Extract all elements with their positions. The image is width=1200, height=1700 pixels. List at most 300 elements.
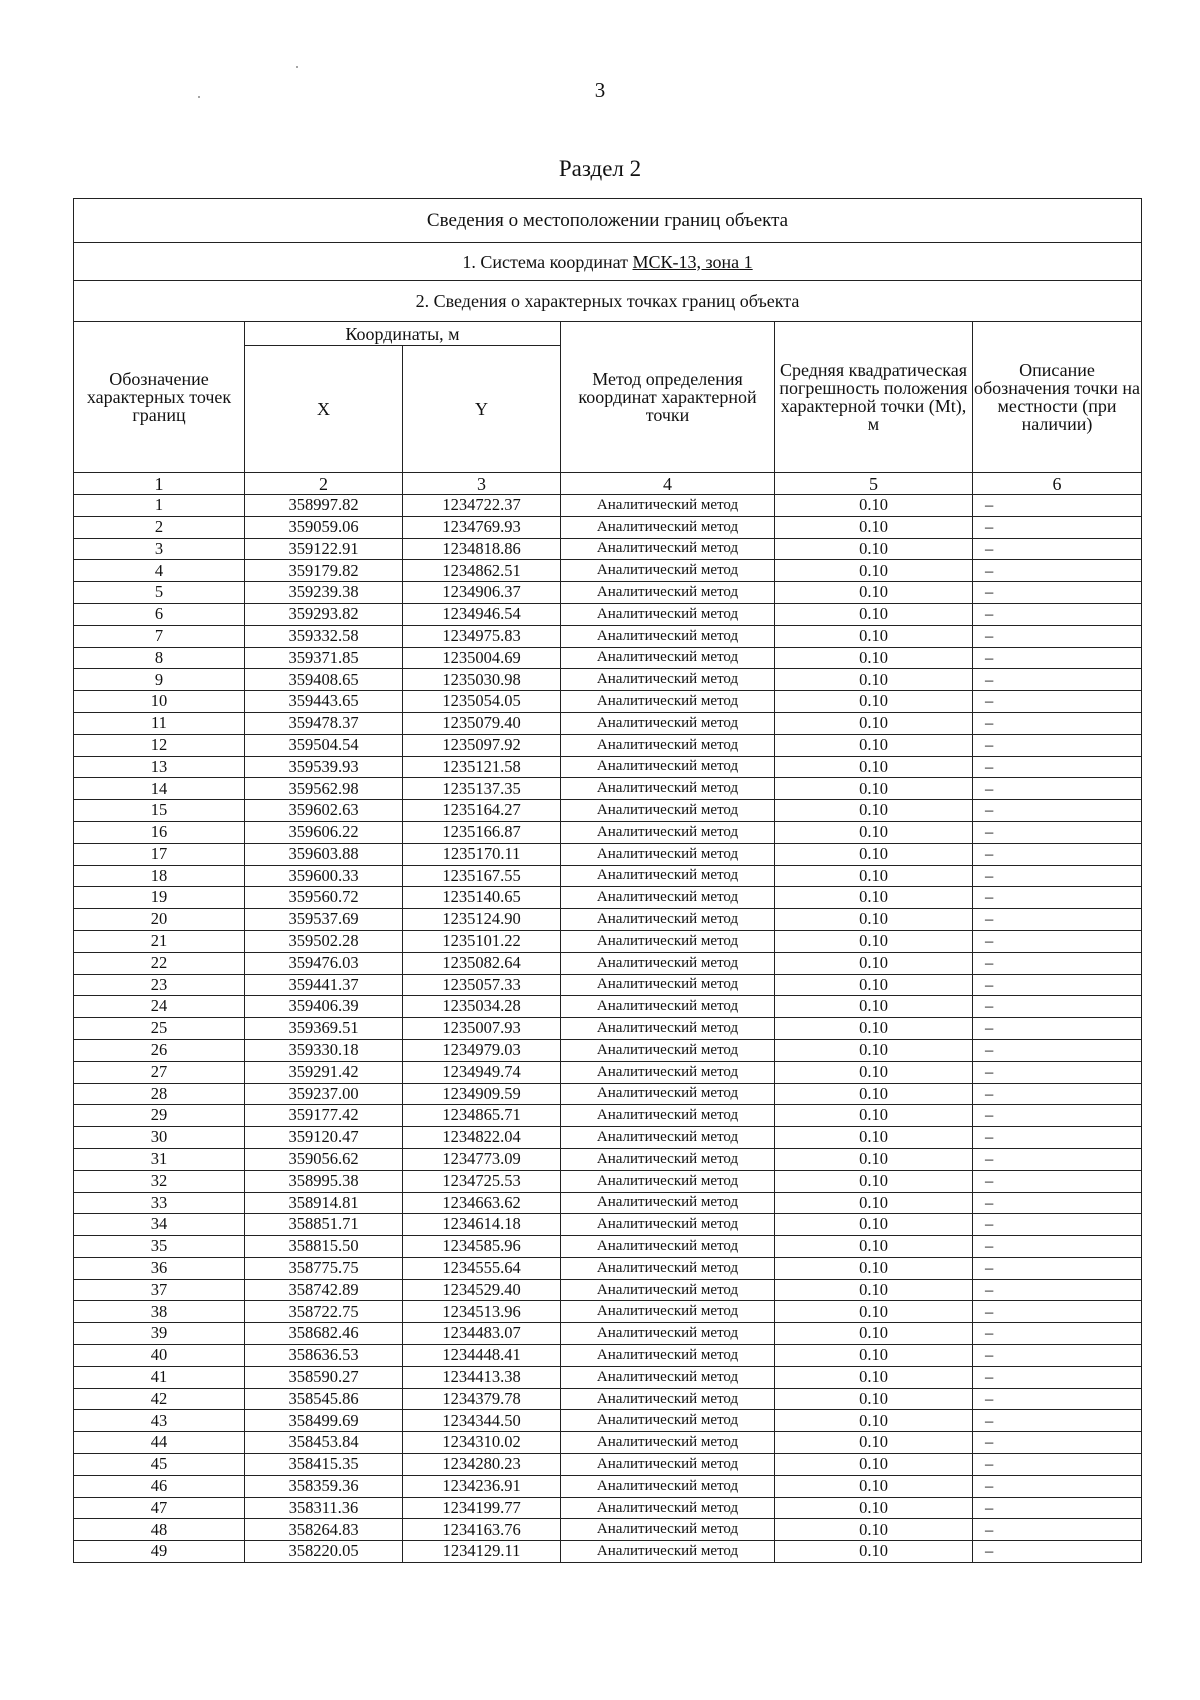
cell-x: 358775.75 xyxy=(245,1257,403,1279)
table-row xyxy=(74,603,1142,625)
cell-x: 358264.83 xyxy=(245,1519,403,1541)
table-row xyxy=(74,1061,1142,1083)
cell-method: Аналитический метод xyxy=(561,1170,775,1192)
cell-point: 14 xyxy=(74,778,245,800)
cell-error: 0.10 xyxy=(775,1279,973,1301)
column-numbers-row xyxy=(74,473,1142,495)
cell-x: 358499.69 xyxy=(245,1410,403,1432)
cell-method: Аналитический метод xyxy=(561,625,775,647)
cell-method: Аналитический метод xyxy=(561,1345,775,1367)
cell-description: – xyxy=(973,1497,1142,1519)
cell-y: 1235079.40 xyxy=(403,712,561,734)
cell-error: 0.10 xyxy=(775,1105,973,1127)
cell-x: 358722.75 xyxy=(245,1301,403,1323)
cell-error: 0.10 xyxy=(775,1345,973,1367)
cell-x: 359562.98 xyxy=(245,778,403,800)
cell-y: 1234199.77 xyxy=(403,1497,561,1519)
cell-description: – xyxy=(973,1170,1142,1192)
cell-method: Аналитический метод xyxy=(561,691,775,713)
cell-error: 0.10 xyxy=(775,603,973,625)
page-number: 3 xyxy=(594,78,606,102)
table-row xyxy=(74,495,1142,517)
cell-error: 0.10 xyxy=(775,625,973,647)
cell-point: 12 xyxy=(74,734,245,756)
cell-point: 45 xyxy=(74,1454,245,1476)
cell-point: 15 xyxy=(74,800,245,822)
cell-method: Аналитический метод xyxy=(561,1127,775,1149)
cell-y: 1234448.41 xyxy=(403,1345,561,1367)
cell-error: 0.10 xyxy=(775,1170,973,1192)
table-row xyxy=(74,1083,1142,1105)
cell-method: Аналитический метод xyxy=(561,582,775,604)
cell-error: 0.10 xyxy=(775,1454,973,1476)
cell-method: Аналитический метод xyxy=(561,996,775,1018)
cell-description: – xyxy=(973,625,1142,647)
cell-description: – xyxy=(973,974,1142,996)
table-row xyxy=(74,974,1142,996)
cell-description: – xyxy=(973,560,1142,582)
column-number: 1 xyxy=(74,473,245,495)
cell-method: Аналитический метод xyxy=(561,1497,775,1519)
header-method: Метод определения координат характерной точки xyxy=(561,322,775,473)
table-row xyxy=(74,1257,1142,1279)
coord-system-label: 1. Система координат xyxy=(462,251,633,272)
cell-method: Аналитический метод xyxy=(561,1519,775,1541)
cell-description: – xyxy=(973,1388,1142,1410)
cell-method: Аналитический метод xyxy=(561,1214,775,1236)
table-row xyxy=(74,1018,1142,1040)
cell-y: 1235121.58 xyxy=(403,756,561,778)
cell-y: 1235082.64 xyxy=(403,952,561,974)
cell-point: 21 xyxy=(74,930,245,952)
cell-point: 41 xyxy=(74,1366,245,1388)
cell-x: 359293.82 xyxy=(245,603,403,625)
column-number: 2 xyxy=(245,473,403,495)
cell-error: 0.10 xyxy=(775,1323,973,1345)
cell-method: Аналитический метод xyxy=(561,1301,775,1323)
cell-point: 48 xyxy=(74,1519,245,1541)
table-row xyxy=(74,1236,1142,1258)
header-description: Описание обозначения точки на местности (при наличии) xyxy=(973,322,1142,473)
column-number: 6 xyxy=(973,473,1142,495)
header-coords: Координаты, м xyxy=(245,322,561,346)
cell-y: 1234413.38 xyxy=(403,1366,561,1388)
cell-error: 0.10 xyxy=(775,691,973,713)
cell-description: – xyxy=(973,1366,1142,1388)
cell-x: 358545.86 xyxy=(245,1388,403,1410)
cell-error: 0.10 xyxy=(775,930,973,952)
cell-point: 39 xyxy=(74,1323,245,1345)
cell-description: – xyxy=(973,647,1142,669)
cell-x: 359239.38 xyxy=(245,582,403,604)
cell-y: 1234909.59 xyxy=(403,1083,561,1105)
cell-y: 1235140.65 xyxy=(403,887,561,909)
table-row xyxy=(74,560,1142,582)
cell-description: – xyxy=(973,1127,1142,1149)
cell-error: 0.10 xyxy=(775,1541,973,1563)
scan-speck xyxy=(296,66,298,68)
cell-point: 25 xyxy=(74,1018,245,1040)
cell-x: 359603.88 xyxy=(245,843,403,865)
cell-method: Аналитический метод xyxy=(561,952,775,974)
cell-error: 0.10 xyxy=(775,952,973,974)
cell-y: 1234483.07 xyxy=(403,1323,561,1345)
cell-error: 0.10 xyxy=(775,1410,973,1432)
cell-x: 359332.58 xyxy=(245,625,403,647)
column-number: 3 xyxy=(403,473,561,495)
cell-point: 34 xyxy=(74,1214,245,1236)
cell-y: 1235030.98 xyxy=(403,669,561,691)
cell-point: 26 xyxy=(74,1039,245,1061)
cell-x: 359476.03 xyxy=(245,952,403,974)
cell-x: 358815.50 xyxy=(245,1236,403,1258)
cell-method: Аналитический метод xyxy=(561,516,775,538)
cell-description: – xyxy=(973,516,1142,538)
cell-y: 1234946.54 xyxy=(403,603,561,625)
cell-point: 20 xyxy=(74,909,245,931)
cell-x: 359560.72 xyxy=(245,887,403,909)
cell-y: 1234129.11 xyxy=(403,1541,561,1563)
cell-x: 359443.65 xyxy=(245,691,403,713)
cell-y: 1234769.93 xyxy=(403,516,561,538)
cell-x: 359602.63 xyxy=(245,800,403,822)
cell-y: 1234725.53 xyxy=(403,1170,561,1192)
cell-description: – xyxy=(973,691,1142,713)
cell-method: Аналитический метод xyxy=(561,1475,775,1497)
cell-x: 358997.82 xyxy=(245,495,403,517)
cell-y: 1235097.92 xyxy=(403,734,561,756)
cell-method: Аналитический метод xyxy=(561,495,775,517)
table-row xyxy=(74,1039,1142,1061)
column-number: 4 xyxy=(561,473,775,495)
cell-y: 1234585.96 xyxy=(403,1236,561,1258)
cell-point: 23 xyxy=(74,974,245,996)
cell-y: 1235004.69 xyxy=(403,647,561,669)
cell-y: 1234529.40 xyxy=(403,1279,561,1301)
cell-point: 31 xyxy=(74,1148,245,1170)
cell-error: 0.10 xyxy=(775,582,973,604)
cell-method: Аналитический метод xyxy=(561,603,775,625)
cell-method: Аналитический метод xyxy=(561,1388,775,1410)
cell-description: – xyxy=(973,1454,1142,1476)
cell-description: – xyxy=(973,821,1142,843)
cell-point: 6 xyxy=(74,603,245,625)
cell-description: – xyxy=(973,1148,1142,1170)
coord-system-cell xyxy=(74,243,1142,281)
cell-point: 47 xyxy=(74,1497,245,1519)
cell-point: 8 xyxy=(74,647,245,669)
cell-error: 0.10 xyxy=(775,1148,973,1170)
cell-y: 1234310.02 xyxy=(403,1432,561,1454)
cell-description: – xyxy=(973,1541,1142,1563)
header-point: Обозначение характерных точек границ xyxy=(74,322,245,473)
cell-error: 0.10 xyxy=(775,712,973,734)
cell-method: Аналитический метод xyxy=(561,887,775,909)
cell-error: 0.10 xyxy=(775,495,973,517)
cell-y: 1235170.11 xyxy=(403,843,561,865)
cell-description: – xyxy=(973,930,1142,952)
cell-x: 359441.37 xyxy=(245,974,403,996)
cell-error: 0.10 xyxy=(775,996,973,1018)
cell-point: 29 xyxy=(74,1105,245,1127)
cell-error: 0.10 xyxy=(775,669,973,691)
cell-description: – xyxy=(973,887,1142,909)
cell-point: 46 xyxy=(74,1475,245,1497)
cell-y: 1235167.55 xyxy=(403,865,561,887)
cell-error: 0.10 xyxy=(775,1432,973,1454)
cell-x: 359478.37 xyxy=(245,712,403,734)
table-row xyxy=(74,1170,1142,1192)
cell-error: 0.10 xyxy=(775,1214,973,1236)
cell-error: 0.10 xyxy=(775,734,973,756)
cell-error: 0.10 xyxy=(775,538,973,560)
cell-y: 1235124.90 xyxy=(403,909,561,931)
table-row xyxy=(74,1279,1142,1301)
cell-x: 358311.36 xyxy=(245,1497,403,1519)
cell-y: 1234280.23 xyxy=(403,1454,561,1476)
cell-method: Аналитический метод xyxy=(561,1105,775,1127)
cell-x: 358851.71 xyxy=(245,1214,403,1236)
cell-error: 0.10 xyxy=(775,1039,973,1061)
cell-x: 359408.65 xyxy=(245,669,403,691)
cell-description: – xyxy=(973,669,1142,691)
table-row xyxy=(74,952,1142,974)
cell-description: – xyxy=(973,712,1142,734)
cell-y: 1235101.22 xyxy=(403,930,561,952)
cell-description: – xyxy=(973,1192,1142,1214)
table-row xyxy=(74,1301,1142,1323)
cell-x: 359369.51 xyxy=(245,1018,403,1040)
cell-point: 3 xyxy=(74,538,245,560)
header-row-1 xyxy=(74,322,1142,346)
points-heading-row xyxy=(74,281,1142,322)
table-row xyxy=(74,1432,1142,1454)
cell-x: 359122.91 xyxy=(245,538,403,560)
cell-description: – xyxy=(973,538,1142,560)
cell-error: 0.10 xyxy=(775,1257,973,1279)
cell-error: 0.10 xyxy=(775,1127,973,1149)
cell-x: 358914.81 xyxy=(245,1192,403,1214)
cell-x: 359502.28 xyxy=(245,930,403,952)
cell-method: Аналитический метод xyxy=(561,778,775,800)
cell-method: Аналитический метод xyxy=(561,1366,775,1388)
cell-error: 0.10 xyxy=(775,778,973,800)
cell-method: Аналитический метод xyxy=(561,560,775,582)
cell-point: 19 xyxy=(74,887,245,909)
cell-error: 0.10 xyxy=(775,865,973,887)
cell-y: 1235164.27 xyxy=(403,800,561,822)
cell-description: – xyxy=(973,1279,1142,1301)
cell-method: Аналитический метод xyxy=(561,974,775,996)
table-row xyxy=(74,1519,1142,1541)
cell-y: 1234722.37 xyxy=(403,495,561,517)
table-title: Сведения о местоположении границ объекта xyxy=(74,199,1142,243)
cell-y: 1235137.35 xyxy=(403,778,561,800)
cell-y: 1234773.09 xyxy=(403,1148,561,1170)
header-y: Y xyxy=(403,346,561,473)
cell-point: 4 xyxy=(74,560,245,582)
cell-point: 16 xyxy=(74,821,245,843)
cell-x: 358359.36 xyxy=(245,1475,403,1497)
cell-error: 0.10 xyxy=(775,1192,973,1214)
table-row xyxy=(74,1127,1142,1149)
table-row xyxy=(74,1148,1142,1170)
cell-y: 1234862.51 xyxy=(403,560,561,582)
cell-description: – xyxy=(973,1236,1142,1258)
table-row xyxy=(74,1345,1142,1367)
cell-y: 1234979.03 xyxy=(403,1039,561,1061)
table-row xyxy=(74,1410,1142,1432)
cell-x: 359056.62 xyxy=(245,1148,403,1170)
cell-error: 0.10 xyxy=(775,1366,973,1388)
cell-method: Аналитический метод xyxy=(561,1257,775,1279)
table-row xyxy=(74,1192,1142,1214)
cell-error: 0.10 xyxy=(775,1388,973,1410)
cell-point: 38 xyxy=(74,1301,245,1323)
cell-method: Аналитический метод xyxy=(561,821,775,843)
cell-x: 358590.27 xyxy=(245,1366,403,1388)
cell-description: – xyxy=(973,1018,1142,1040)
cell-description: – xyxy=(973,495,1142,517)
table-row xyxy=(74,865,1142,887)
cell-x: 358415.35 xyxy=(245,1454,403,1476)
cell-error: 0.10 xyxy=(775,647,973,669)
cell-description: – xyxy=(973,1214,1142,1236)
coord-system-row xyxy=(74,243,1142,281)
cell-y: 1234822.04 xyxy=(403,1127,561,1149)
cell-point: 1 xyxy=(74,495,245,517)
cell-error: 0.10 xyxy=(775,1519,973,1541)
cell-description: – xyxy=(973,843,1142,865)
cell-point: 13 xyxy=(74,756,245,778)
cell-description: – xyxy=(973,1301,1142,1323)
cell-y: 1235034.28 xyxy=(403,996,561,1018)
cell-method: Аналитический метод xyxy=(561,1323,775,1345)
cell-description: – xyxy=(973,1345,1142,1367)
cell-error: 0.10 xyxy=(775,974,973,996)
cell-point: 7 xyxy=(74,625,245,647)
cell-x: 358682.46 xyxy=(245,1323,403,1345)
cell-error: 0.10 xyxy=(775,1018,973,1040)
cell-y: 1234344.50 xyxy=(403,1410,561,1432)
cell-point: 18 xyxy=(74,865,245,887)
cell-point: 30 xyxy=(74,1127,245,1149)
table-row xyxy=(74,625,1142,647)
cell-error: 0.10 xyxy=(775,843,973,865)
table-row xyxy=(74,887,1142,909)
cell-error: 0.10 xyxy=(775,800,973,822)
cell-error: 0.10 xyxy=(775,516,973,538)
cell-x: 359179.82 xyxy=(245,560,403,582)
cell-method: Аналитический метод xyxy=(561,1148,775,1170)
cell-description: – xyxy=(973,734,1142,756)
header-error-text: Средняя квадратическая погрешность положения характерной точки (Mt), м xyxy=(779,360,968,434)
table-title-row xyxy=(74,199,1142,243)
cell-error: 0.10 xyxy=(775,1475,973,1497)
cell-x: 359120.47 xyxy=(245,1127,403,1149)
cell-description: – xyxy=(973,603,1142,625)
cell-method: Аналитический метод xyxy=(561,669,775,691)
cell-x: 359606.22 xyxy=(245,821,403,843)
cell-description: – xyxy=(973,1257,1142,1279)
cell-method: Аналитический метод xyxy=(561,1541,775,1563)
cell-y: 1235007.93 xyxy=(403,1018,561,1040)
cell-y: 1234865.71 xyxy=(403,1105,561,1127)
cell-description: – xyxy=(973,1432,1142,1454)
cell-description: – xyxy=(973,1039,1142,1061)
cell-error: 0.10 xyxy=(775,1497,973,1519)
cell-method: Аналитический метод xyxy=(561,865,775,887)
table-row xyxy=(74,1323,1142,1345)
cell-point: 43 xyxy=(74,1410,245,1432)
cell-method: Аналитический метод xyxy=(561,538,775,560)
cell-error: 0.10 xyxy=(775,1236,973,1258)
cell-method: Аналитический метод xyxy=(561,734,775,756)
table-row xyxy=(74,1454,1142,1476)
table-row xyxy=(74,1105,1142,1127)
cell-description: – xyxy=(973,778,1142,800)
cell-x: 359504.54 xyxy=(245,734,403,756)
boundary-points-table xyxy=(73,198,1142,1563)
cell-y: 1234236.91 xyxy=(403,1475,561,1497)
cell-error: 0.10 xyxy=(775,909,973,931)
table-row xyxy=(74,1475,1142,1497)
cell-x: 358995.38 xyxy=(245,1170,403,1192)
cell-error: 0.10 xyxy=(775,1061,973,1083)
cell-method: Аналитический метод xyxy=(561,1454,775,1476)
cell-point: 36 xyxy=(74,1257,245,1279)
cell-x: 359237.00 xyxy=(245,1083,403,1105)
cell-method: Аналитический метод xyxy=(561,1192,775,1214)
cell-x: 358742.89 xyxy=(245,1279,403,1301)
cell-method: Аналитический метод xyxy=(561,647,775,669)
table-row xyxy=(74,1366,1142,1388)
cell-y: 1234906.37 xyxy=(403,582,561,604)
cell-point: 27 xyxy=(74,1061,245,1083)
cell-x: 359406.39 xyxy=(245,996,403,1018)
cell-point: 40 xyxy=(74,1345,245,1367)
cell-x: 359371.85 xyxy=(245,647,403,669)
table-row xyxy=(74,800,1142,822)
cell-method: Аналитический метод xyxy=(561,1039,775,1061)
cell-error: 0.10 xyxy=(775,756,973,778)
cell-error: 0.10 xyxy=(775,887,973,909)
cell-y: 1234818.86 xyxy=(403,538,561,560)
cell-y: 1234614.18 xyxy=(403,1214,561,1236)
table-row xyxy=(74,538,1142,560)
cell-method: Аналитический метод xyxy=(561,756,775,778)
table-row xyxy=(74,909,1142,931)
table-row xyxy=(74,756,1142,778)
table-row xyxy=(74,1541,1142,1563)
cell-x: 359177.42 xyxy=(245,1105,403,1127)
cell-x: 359330.18 xyxy=(245,1039,403,1061)
table-row xyxy=(74,582,1142,604)
cell-point: 17 xyxy=(74,843,245,865)
cell-point: 37 xyxy=(74,1279,245,1301)
column-number: 5 xyxy=(775,473,973,495)
table-row xyxy=(74,516,1142,538)
cell-method: Аналитический метод xyxy=(561,712,775,734)
table-row xyxy=(74,930,1142,952)
table-row xyxy=(74,691,1142,713)
cell-method: Аналитический метод xyxy=(561,843,775,865)
cell-description: – xyxy=(973,1475,1142,1497)
cell-description: – xyxy=(973,996,1142,1018)
cell-error: 0.10 xyxy=(775,1301,973,1323)
cell-y: 1235057.33 xyxy=(403,974,561,996)
cell-x: 359600.33 xyxy=(245,865,403,887)
